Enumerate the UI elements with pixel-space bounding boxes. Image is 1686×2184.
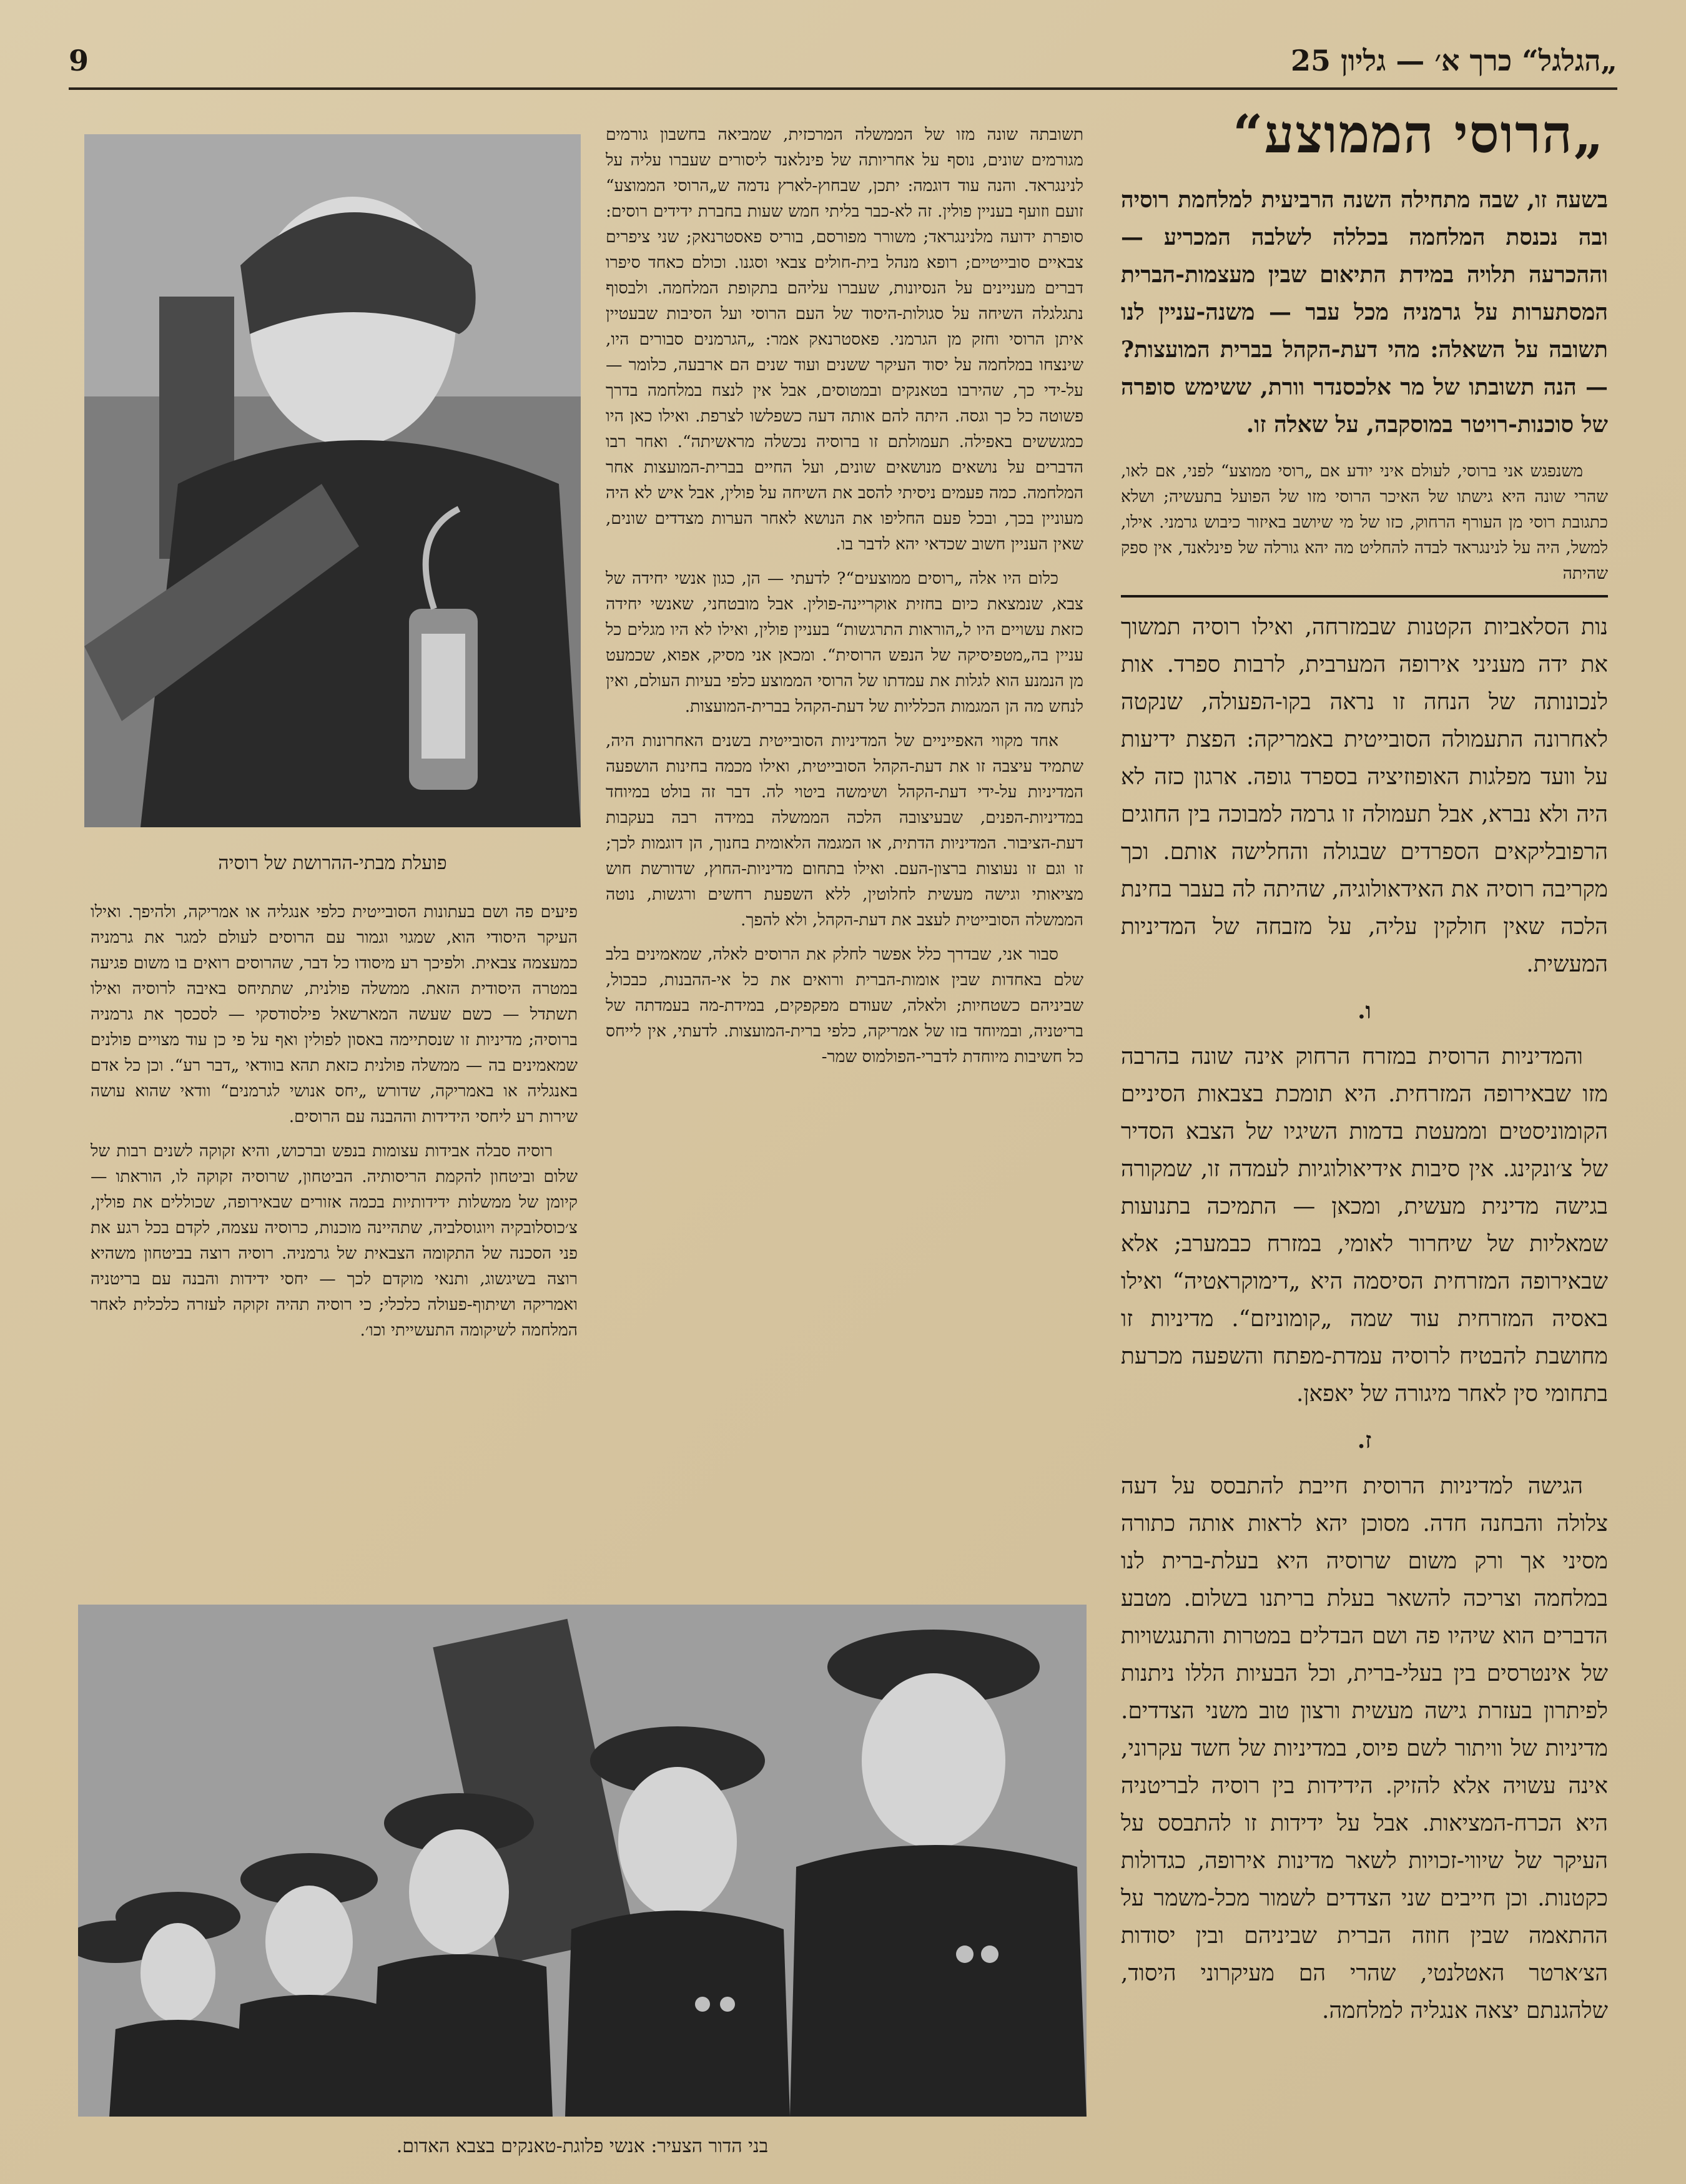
issue-label: „הגלגל“ כרך א׳ — גליון 25 bbox=[1291, 44, 1617, 77]
page-number: 9 bbox=[69, 44, 89, 77]
tank-crew-photo bbox=[78, 1605, 1087, 2117]
worker-photo-image bbox=[84, 134, 581, 827]
article-lead: בשעה זו, שבה מתחילה השנה הרביעית למלחמת רוסיה ובה נכנסת המלחמה בכללה לשלבה המכריע — וההכרעה תלויה במידת התיאום שבין מעצמות-הברית המסתערות על גרמניה מכל עבר — משנה-עניין לנו תשובה על השאלה: מהי דעת-הקהל בברית המועצות? — הנה תשובתו של מר אלכסנדר וורת, ששימש סופרה של סוכנות-רויטר במוסקבה, על שאלה זו. bbox=[1121, 187, 1608, 438]
right-column bbox=[1121, 181, 1608, 2160]
left-col-para-2: רוסיה סבלה אבידות עצומות בנפש וברכוש, והיא זקוקה לשנים רבות של שלום וביטחון להקמת הריסותיה. הביטחון, שרוסיה זקוקה לו, הוראתו — קיומן של ממשלות ידידותיות בכמה אזורים שבאירופה, שכוללים את פולין, צ׳כוסלובקיה ויוגוסלביה, שתהיינה מוכנות, כרוסיה עצמה, לקדם בכל רגע את פני הסכנה של התקומה הצבאית של גרמניה. רוסיה רוצה בביטחון משהיא רוצה בשיגשוג, ותנאי מוקדם לכך — יחסי ידידות והבנה עם בריטניה ואמריקה ושיתוף-פעולה כלכלי; כי רוסיה תהיה זקוקה לעזרה כלכלית לאחר המלחמה לשיקומה התעשייתי וכו׳. bbox=[91, 1141, 578, 1340]
right-col-para-3: הגישה למדיניות הרוסית חייבת להתבסס על דעה צלולה והבחנה חדה. מסוכן יהא לראות אותה כתורה מסיני אך ורק משום שרוסיה היא בעלת-ברית לנו במלחמה וצריכה להשאר בעלת בריתנו בשלום. מטבע הדברים הוא שיהיו פה ושם הבדלים במטרות והתנגשויות של אינטרסים בין בעלי-ברית, וכל הבעיות הללו ניתנות לפיתרון בעזרת גישה מעשית ורצון טוב משני הצדדים. מדיניות של וויתור לשם פיוס, במדיניות של חשד עקרוני, אינה עשויה אלא להזיק. הידידות בין רוסיה לבריטניה היא הכרח-המציאות. אבל על ידידות זו להתבסס על העיקר של שיווי-זכויות לשאר מדינות אירופה, כגדולות כקטנות. וכן חייבים שני הצדדים לשמור מכל-משמר על ההתאמה שבין חוזה הברית שביניהם ובין יסודות הצ׳ארטר האטלנטי, שהרי הם מעיקרוני היסוד, שלהגנתם יצאה אנגליה למלחמה. bbox=[1121, 1473, 1608, 2024]
middle-col-para-3: אחד מקווי האפייניים של המדיניות הסובייטית בשנים האחרונות היה, שתמיד עיצבה זו את דעת-הקהל הסובייטית, ואילו מכמה בחינות הושפעה המדיניות על-ידי דעת-הקהל ושימשה ביטוי לה. דבר זה בולט במיוחד במדיניות-הפנים, שבעיצובה הלכה הממשלה במידה רבה בעקבות דעת-הציבור. המדיניות הדתית, או המגמה הלאומית בחנוך, הן דוגמות לכך; זו וגם זו נעוצות ברצון-העם. ואילו בתחום מדיניות-החוץ, שדורשת חוש מציאותי וגישה מעשית לחלוטין, ללא השפעת רחשים ורגשות, נוטה הממשלה הסובייטית לעצב את דעת-הקהל, ולא להפך. bbox=[606, 731, 1083, 930]
right-col-para-1: נות הסלאביות הקטנות שבמזרחה, ואילו רוסיה תמשוך את ידה מעניני אירופה המערבית, לרבות ספרד. אות לנכונותה של הנחה זו נראה בקו-הפעולה, שנקטה לאחרונה התעמולה הסובייטית באמריקה: הפצת ידיעות על וועד מפלגות האופוזיציה בספרד גופה. ארגון כזה לא היה ולא נברא, אבל תעמולה זו גרמה למבוכה בין החוגים הרפובליקאים הספרדים שבגולה והחלישה אותם. וכך מקריבה רוסיה את האידאולוגיה, שהיתה לה בעבר בחינת הלכה שאין חולקין עליה, על מזבחה של המדיניות המעשית. bbox=[1121, 614, 1608, 977]
section-6-mark: ו. bbox=[1358, 998, 1371, 1024]
worker-photo bbox=[84, 134, 581, 827]
tank-crew-photo-caption: בני הדור הצעיר: אנשי פלוגת-טאנקים בצבא האדום. bbox=[396, 2135, 769, 2157]
tank-crew-photo-image bbox=[78, 1605, 1087, 2117]
left-col-para-1: פיעים פה ושם בעתונות הסובייטית כלפי אנגליה או אמריקה, ולהיפך. ואילו העיקר היסודי הוא, שמגוי וגמור עם הרוסים לעולם למגר את גרמניה כמעצמה צבאית. ולפיכך רע מיסודו כל דבר, שהרוסים רואים בו משום פגיעה במטרה היסודית הזאת. ממשלה פולנית, שתתיחס באיבה לרוסיה ואילו תשתדל — כשם שעשה המארשאל פילסודסקי — לסכסך את גרמניה ברוסיה; מדיניות זו שנסתיימה באסון לפולין ואף על פי כן עוד מצויים פולנים שמאמינים בה — ממשלה פולנית כזאת תהא בוודאי „דבר רע“. וכן כל אדם באנגליה או באמריקה, שדורש „יחס אנושי לגרמנים“ וודאי שהוא עושה שירות רע ליחסי הידידות וההבנה עם הרוסים. bbox=[91, 902, 578, 1126]
article-title: „הרוסי הממוצע“ bbox=[1233, 103, 1605, 165]
intro-paragraph bbox=[1121, 452, 1608, 586]
worker-photo-caption: פועלת מבתי-ההרושת של רוסיה bbox=[218, 852, 447, 874]
middle-col-para-2: כלום היו אלה „רוסים ממוצעים“? לדעתי — הן, כגון אנשי יחידה של צבא, שנמצאת כיום בחזית אוקריינה-פולין. אבל מובטחני, שאנשי יחידה כזאת עשויים היו ל„הוראות התרגשות“ בעניין פולין, ואילו לא היו מגלים כל עניין בה„מטפיסיקה של הנפש הרוסית“. ומכאן אני מסיק, אפוא, שכמעט מן הנמנע הוא לגלות את עמדתו של הרוסי הממוצע כלפי בעיות העולם, ואין לנחש מה הן המגמות הכלליות של דעת-הקהל בברית-המועצות. bbox=[606, 569, 1083, 716]
section-7-mark: ז. bbox=[1357, 1427, 1372, 1454]
column-rule bbox=[1121, 595, 1608, 598]
running-head bbox=[69, 44, 1617, 90]
intro-text: משנפגש אני ברוסי, לעולם איני יודע אם „רוסי ממוצע“ לפני, אם לאו, שהרי שונה היא גישתו של האיכר הרוסי מזו של הפועל בתעשיה; ושלא כתגובת רוסי מן העורף הרחוק, כזו של מי שיושב באיזור כיבוש גרמני. אילו, למשל, היה על לנינגראד לבדה להחליט מה יהא גורלה של פינלאנד, אין ספק שהיתה bbox=[1121, 461, 1608, 583]
middle-col-para-4: סבור אני, שבדרך כלל אפשר לחלק את הרוסים לאלה, שמאמינים בלב שלם באחדות שבין אומות-הברית ורואים את כל אי-ההבנות, כבכול, שביניהם כשטחיות; ולאלה, שעודם מפקפקים, במידת-מה בעמדתה של בריטניה, ובמיוחד בזו של אמריקה, כלפי ברית-המועצות. לדעתי, אין לייחס כל חשיבות מיוחדת לדברי-הפולמוס שמר- bbox=[606, 945, 1083, 1066]
middle-column bbox=[606, 122, 1083, 1570]
right-col-para-2: והמדיניות הרוסית במזרח הרחוק אינה שונה בהרבה מזו שבאירופה המזרחית. היא תומכת בצבאות הסיניים הקומוניסטים וממעטת בדמות השיגיו של הצבא הסדיר של צ׳ונקינג. אין סיבות אידיאולוגיות לעמדה זו, שמקורה בגישה מדינית מעשית, ומכאן — התמיכה בתנועות שמאליות של שיחרור לאומי, במזרח כבמערב; אלא שבאירופה המזרחית הסיסמה היא „דימוקראטיה“ ואילו באסיה המזרחית עוד שמה „קומוניזם“. מדיניות זו מחושבת להבטיח לרוסיה עמדת-מפתח והשפעה מכרעת בתחומי סין לאחר מיגורה של יאפאן. bbox=[1121, 1044, 1608, 1407]
left-column bbox=[91, 899, 578, 1573]
middle-col-para-1: תשובתה שונה מזו של הממשלה המרכזית, שמביאה בחשבון גורמים מגורמים שונים, נוסף על אחריותה של פינלאנד ליסורים שעברו עליה על לנינגראד. והנה עוד דוגמה: יתכן, שבחוץ-לארץ נדמה ש„הרוסי הממוצע“ זועם וזועף בעניין פולין. זה לא-כבר בליתי חמש שעות בחברת ידידים רוסים: סופרת ידועה מלנינגראד; משורר מפורסם, בוריס פאסטרנאק; שני ציפרים צבאיים סובייטיים; רופא מנהל בית-חולים צבאי וסגנו. וכולם כאחד סיפרו דברים מעניינים על הנסיונות, שעברו עליהם בתקופת המלחמה. ולבסוף נתגלגלה השיחה על סגולות-היסוד של העם הרוסי ועל הסיבות שבעטיין איתן הרוסי וחזק מן הגרמני. פאסטרנאק אמר: „הגרמנים סבורים היו, שינצחו במלחמה על יסוד העיקר ששנים ועוד שנים הם ארבעה, כלומר — על-ידי כך, שהירבו בטאנקים ובמטוסים, אבל אין לנצח במלחמה בדרך פשוטה כל כך וגסה. היתה להם אותה דעה כשפלשו לצרפת. ואילו כאן היו כמגששים באפילה. תעמולתם זו ברוסיה נכשלה מראשיתה“. ואחר רבו הדברים על נושאים מנושאים שונים, ועל החיים בברית-המועצות אחר המלחמה. כמה פעמים ניסיתי להסב את השיחה על פולין, אבל איש לא היה מעוניין בכך, ובכל פעם החליפו את הנושא לאחר הערות מצדדים שונים, שאין העניין חשוב שכדאי יהא לדבר בו. bbox=[606, 125, 1083, 554]
